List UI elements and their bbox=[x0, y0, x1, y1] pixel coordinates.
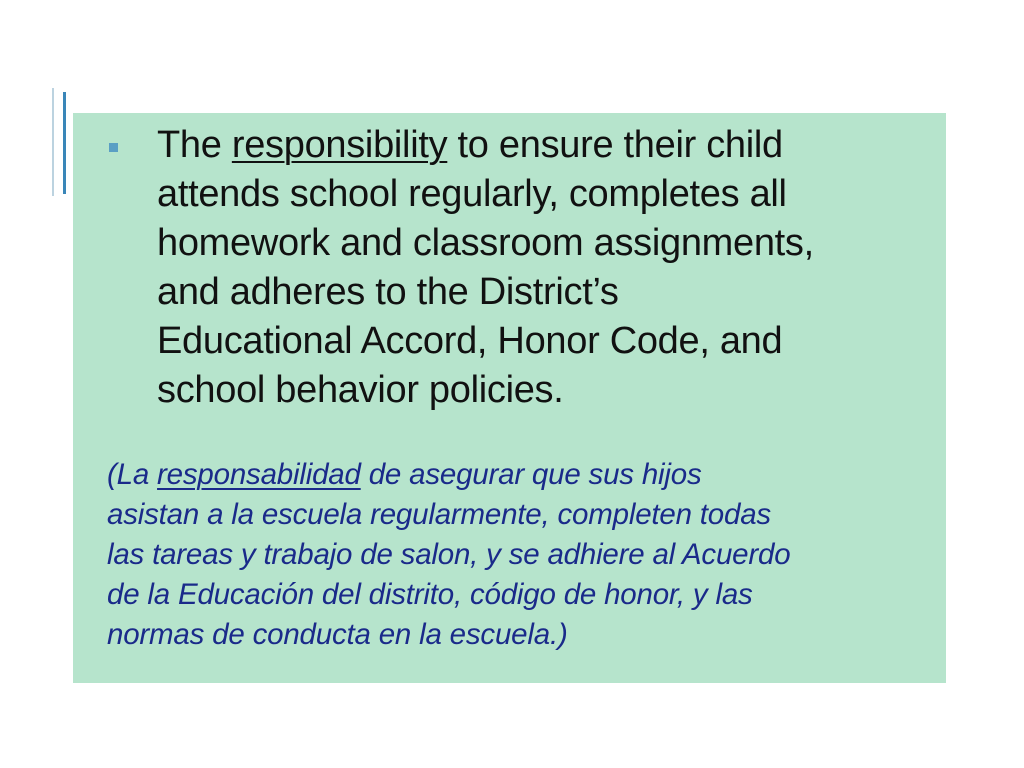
english-line-6: school behavior policies. bbox=[157, 369, 564, 411]
english-line-3: homework and classroom assignments, bbox=[157, 222, 814, 264]
english-line-1-start: The bbox=[157, 124, 232, 166]
spanish-line-3: las tareas y trabajo de salon, y se adhiere al Acuerdo bbox=[107, 538, 791, 571]
accent-line-inner bbox=[63, 92, 66, 194]
english-line-4: and adheres to the District’s bbox=[157, 271, 619, 313]
bullet-text-english bbox=[157, 121, 947, 415]
spanish-translation bbox=[107, 455, 937, 655]
spanish-line-4: de la Educación del distrito, código de honor, y las bbox=[107, 578, 753, 611]
english-line-5: Educational Accord, Honor Code, and bbox=[157, 320, 783, 362]
english-line-1 bbox=[157, 121, 947, 170]
square-bullet-icon bbox=[109, 143, 118, 152]
content-box bbox=[73, 113, 946, 683]
responsibility-underlined: responsibility bbox=[231, 124, 448, 166]
spanish-line-2: asistan a la escuela regularmente, completen todas bbox=[107, 498, 771, 531]
english-line-1-end: to ensure their child bbox=[447, 124, 783, 166]
english-line-2: attends school regularly, completes all bbox=[157, 173, 787, 215]
spanish-line-1 bbox=[107, 455, 937, 495]
spanish-line-1-end: de asegurar que sus hijos bbox=[360, 458, 702, 491]
responsabilidad-underlined: responsabilidad bbox=[157, 458, 361, 491]
spanish-line-1-start: (La bbox=[107, 458, 158, 491]
spanish-line-5: normas de conducta en la escuela.) bbox=[107, 618, 568, 651]
accent-line-outer bbox=[52, 88, 54, 196]
